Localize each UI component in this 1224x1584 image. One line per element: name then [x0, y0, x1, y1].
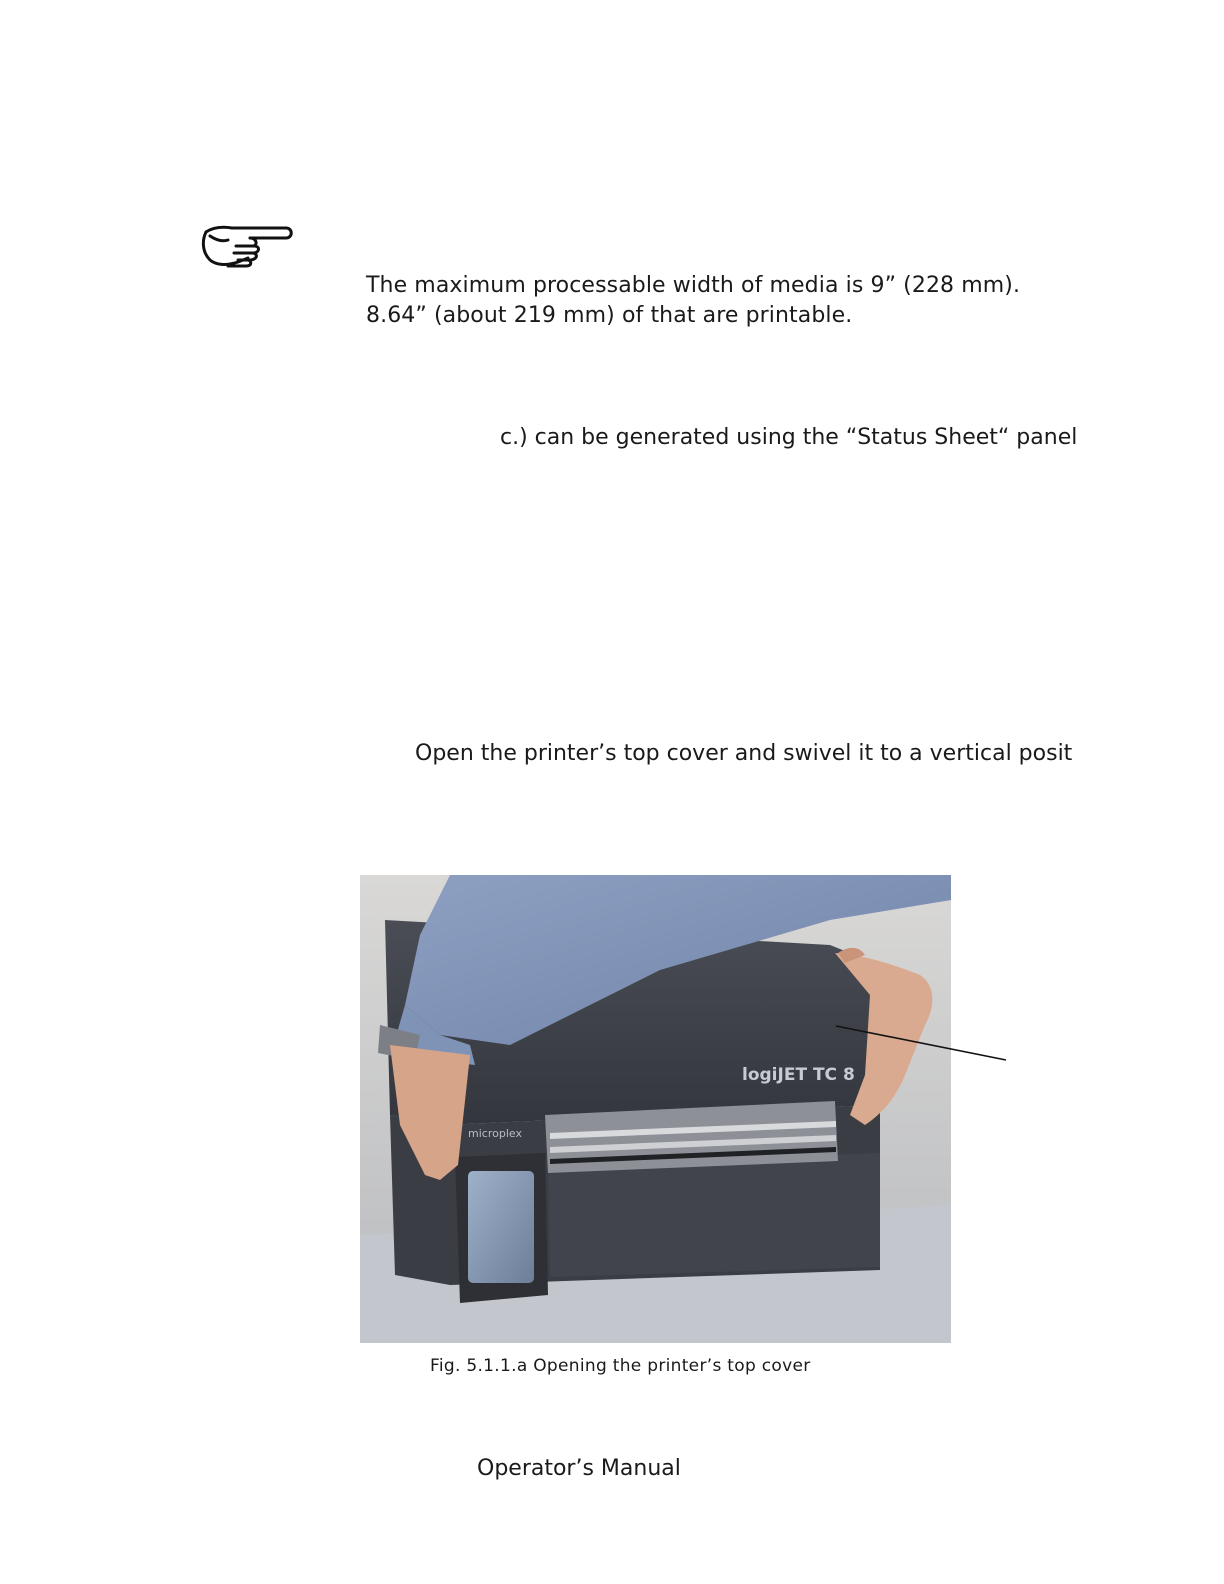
- note-text-line-2: 8.64” (about 219 mm) of that are printable.: [366, 303, 853, 328]
- printer-photo: [360, 875, 951, 1343]
- note-text-line-1: The maximum processable width of media is 9” (228 mm).: [366, 273, 1021, 298]
- printer-logo-text: logiJET TC 8: [742, 1065, 855, 1085]
- callout-line: [830, 1020, 1010, 1065]
- open-cover-instruction: Open the printer’s top cover and swivel it to a vertical posit: [415, 741, 1073, 766]
- figure-caption: Fig. 5.1.1.a Opening the printer’s top cover: [430, 1356, 811, 1376]
- pointing-hand-icon: [198, 218, 298, 270]
- status-sheet-instruction: c.) can be generated using the “Status Sheet“ panel: [500, 425, 1078, 450]
- page-footer-title: Operator’s Manual: [477, 1456, 681, 1481]
- printer-brand-text: microplex: [468, 1127, 522, 1140]
